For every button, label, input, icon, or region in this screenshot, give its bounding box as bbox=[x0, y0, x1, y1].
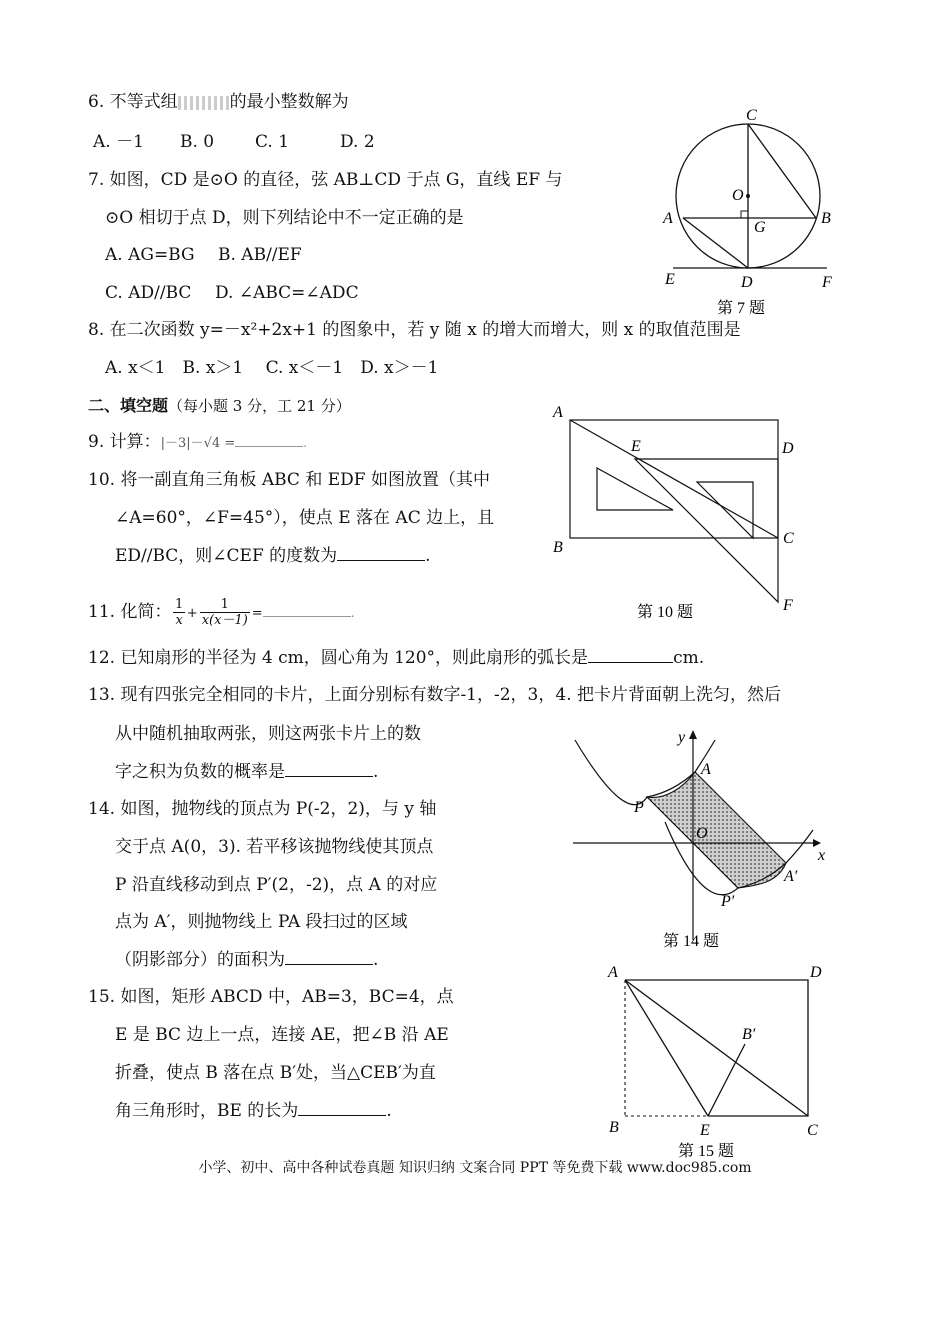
fig14-label-o: O bbox=[696, 825, 708, 842]
figure-14 bbox=[565, 722, 845, 954]
fig7-label-o: O bbox=[732, 187, 744, 204]
q15-line3: 折叠，使点 B 落在点 B′处，当△CEB′为直 bbox=[115, 1063, 436, 1083]
q6-option-d: D. 2 bbox=[340, 132, 375, 152]
q10-line1: 10. 将一副直角三角板 ABC 和 EDF 如图放置（其中 bbox=[88, 470, 490, 490]
fig7-segment-cb bbox=[748, 124, 816, 218]
page-footer: 小学、初中、高中各种试卷真题 知识归纳 文案合同 PPT 等免费下载 www.doc985.com bbox=[198, 1160, 752, 1176]
q11-answer-blank[interactable] bbox=[263, 616, 351, 617]
section-2-title: 二、填空题 bbox=[88, 396, 169, 415]
q6-option-c: C. 1 bbox=[255, 132, 290, 152]
q7-option-d: D. ∠ABC=∠ADC bbox=[215, 283, 359, 303]
q7-option-c: C. AD//BC bbox=[105, 283, 192, 303]
figure-7 bbox=[655, 100, 845, 325]
fig7-label-f: F bbox=[822, 274, 832, 291]
fig14-label-a: A bbox=[701, 761, 711, 778]
q6-option-a: A. －1 bbox=[93, 132, 144, 152]
fig14-label-y: y bbox=[678, 729, 686, 746]
fig10-triangle-edf bbox=[635, 459, 778, 602]
q14-line3: P 沿直线移动到点 P′(2，-2)，点 A 的对应 bbox=[115, 875, 438, 895]
fig7-label-g: G bbox=[754, 219, 766, 236]
q15-line2: E 是 BC 边上一点，连接 AE，把∠B 沿 AE bbox=[115, 1025, 449, 1045]
fig7-label-b: B bbox=[821, 210, 831, 227]
fig7-label-e: E bbox=[665, 271, 675, 288]
q10-line3: ED//BC，则∠CEF 的度数为 . bbox=[115, 546, 431, 566]
q7-line2: ⊙O 相切于点 D，则下列结论中不一定正确的是 bbox=[105, 208, 464, 228]
fig10-caption: 第 10 题 bbox=[637, 604, 694, 621]
fig7-right-angle-mark bbox=[741, 211, 748, 218]
q15-line4: 角三角形时，BE 的长为 . bbox=[115, 1101, 392, 1121]
fig7-label-c: C bbox=[746, 107, 757, 124]
fig14-label-x: x bbox=[818, 847, 826, 864]
q13-line3: 字之积为负数的概率是 . bbox=[115, 762, 379, 782]
q8-stem: 8. 在二次函数 y=－x²+2x+1 的图象中，若 y 随 x 的增大而增大，则 x 的取值范围是 bbox=[88, 320, 741, 340]
q7-option-b: B. AB//EF bbox=[218, 245, 302, 265]
q14-line2: 交于点 A(0，3). 若平移该抛物线使其顶点 bbox=[115, 837, 434, 857]
fig14-y-axis-arrow bbox=[689, 730, 697, 739]
fig14-label-p: P bbox=[634, 799, 644, 816]
q11-fraction-1: $\frac{1}{x}$ bbox=[174, 597, 184, 628]
q7-line1: 7. 如图，CD 是⊙O 的直径，弦 AB⊥CD 于点 G，直线 EF 与 bbox=[88, 170, 563, 190]
fig15-label-e: E bbox=[700, 1122, 710, 1139]
fig10-label-c: C bbox=[783, 530, 794, 547]
q12: 12. 已知扇形的半径为 4 cm，圆心角为 120°，则此扇形的弧长是 cm. bbox=[88, 648, 705, 668]
fig10-segment-ac bbox=[570, 420, 778, 538]
q14-line4: 点为 A′，则抛物线上 PA 段扫过的区域 bbox=[115, 912, 408, 932]
q11-fraction-2: $\frac{1}{x(x-1)}$ bbox=[201, 597, 248, 628]
q6-option-b: B. 0 bbox=[180, 132, 215, 152]
fig15-segment-ae bbox=[625, 980, 708, 1116]
q8-options: A. x＜1 B. x＞1 C. x＜－1 D. x＞－1 bbox=[105, 358, 439, 378]
fig7-label-d: D bbox=[741, 274, 753, 291]
q10-line2: ∠A=60°，∠F=45°），使点 E 落在 AC 边上，且 bbox=[115, 508, 495, 528]
section-2-note: （每小题 3 分，工 21 分） bbox=[168, 397, 351, 415]
fig7-caption: 第 7 题 bbox=[717, 300, 766, 317]
fig15-label-d: D bbox=[810, 964, 822, 981]
figure-10 bbox=[545, 400, 805, 625]
fig10-label-f: F bbox=[783, 597, 793, 614]
figure-15 bbox=[600, 958, 840, 1158]
q14-line5: （阴影部分）的面积为 . bbox=[115, 950, 379, 970]
q6-stem: 6. 不等式组 的最小整数解为 bbox=[88, 92, 349, 112]
fig14-label-a-prime: A′ bbox=[784, 868, 798, 885]
q15-answer-blank[interactable] bbox=[298, 1115, 386, 1116]
fig15-label-b: B bbox=[609, 1119, 619, 1136]
fig15-label-c: C bbox=[807, 1122, 818, 1139]
q9-answer-blank[interactable] bbox=[235, 446, 303, 447]
q12-answer-blank[interactable] bbox=[588, 662, 673, 663]
q11: 11. 化简： $\frac{1}{x}$ + $\frac{1}{x(x-1)}$ = . bbox=[88, 597, 355, 628]
fig7-center-dot bbox=[746, 194, 750, 198]
fig15-segment-ac bbox=[625, 980, 808, 1116]
fig7-label-a: A bbox=[663, 210, 673, 227]
fig15-label-a: A bbox=[608, 964, 618, 981]
section-2-heading bbox=[88, 396, 351, 416]
q9-expression: |－3|－√4 = bbox=[160, 436, 236, 451]
fig14-label-p-prime: P′ bbox=[721, 893, 735, 910]
fig15-caption: 第 15 题 bbox=[678, 1143, 735, 1160]
fig10-inner-triangle-abc bbox=[597, 468, 673, 510]
q10-answer-blank[interactable] bbox=[337, 560, 425, 561]
q13-line2: 从中随机抽取两张，则这两张卡片上的数 bbox=[115, 724, 421, 744]
fig14-x-axis-arrow bbox=[813, 839, 821, 847]
fig10-label-d: D bbox=[782, 440, 794, 457]
fig15-label-b-prime: B′ bbox=[742, 1026, 756, 1043]
q15-line1: 15. 如图，矩形 ABCD 中，AB=3，BC=4，点 bbox=[88, 987, 454, 1007]
q9: 9. 计算：|－3|－√4 = . bbox=[88, 432, 308, 452]
q14-line1: 14. 如图，抛物线的顶点为 P(-2，2)，与 y 轴 bbox=[88, 799, 437, 819]
fig14-caption: 第 14 题 bbox=[663, 933, 720, 950]
q13-answer-blank[interactable] bbox=[285, 776, 373, 777]
q7-option-a: A. AG=BG bbox=[105, 245, 195, 265]
q14-answer-blank[interactable] bbox=[285, 964, 373, 965]
fig10-label-a: A bbox=[553, 404, 563, 421]
fig10-label-e: E bbox=[631, 438, 641, 455]
fig10-label-b: B bbox=[553, 539, 563, 556]
inequality-system-image bbox=[178, 96, 230, 110]
q13-line1: 13. 现有四张完全相同的卡片，上面分别标有数字-1，-2，3，4. 把卡片背面朝上洗匀，然后 bbox=[88, 685, 781, 705]
